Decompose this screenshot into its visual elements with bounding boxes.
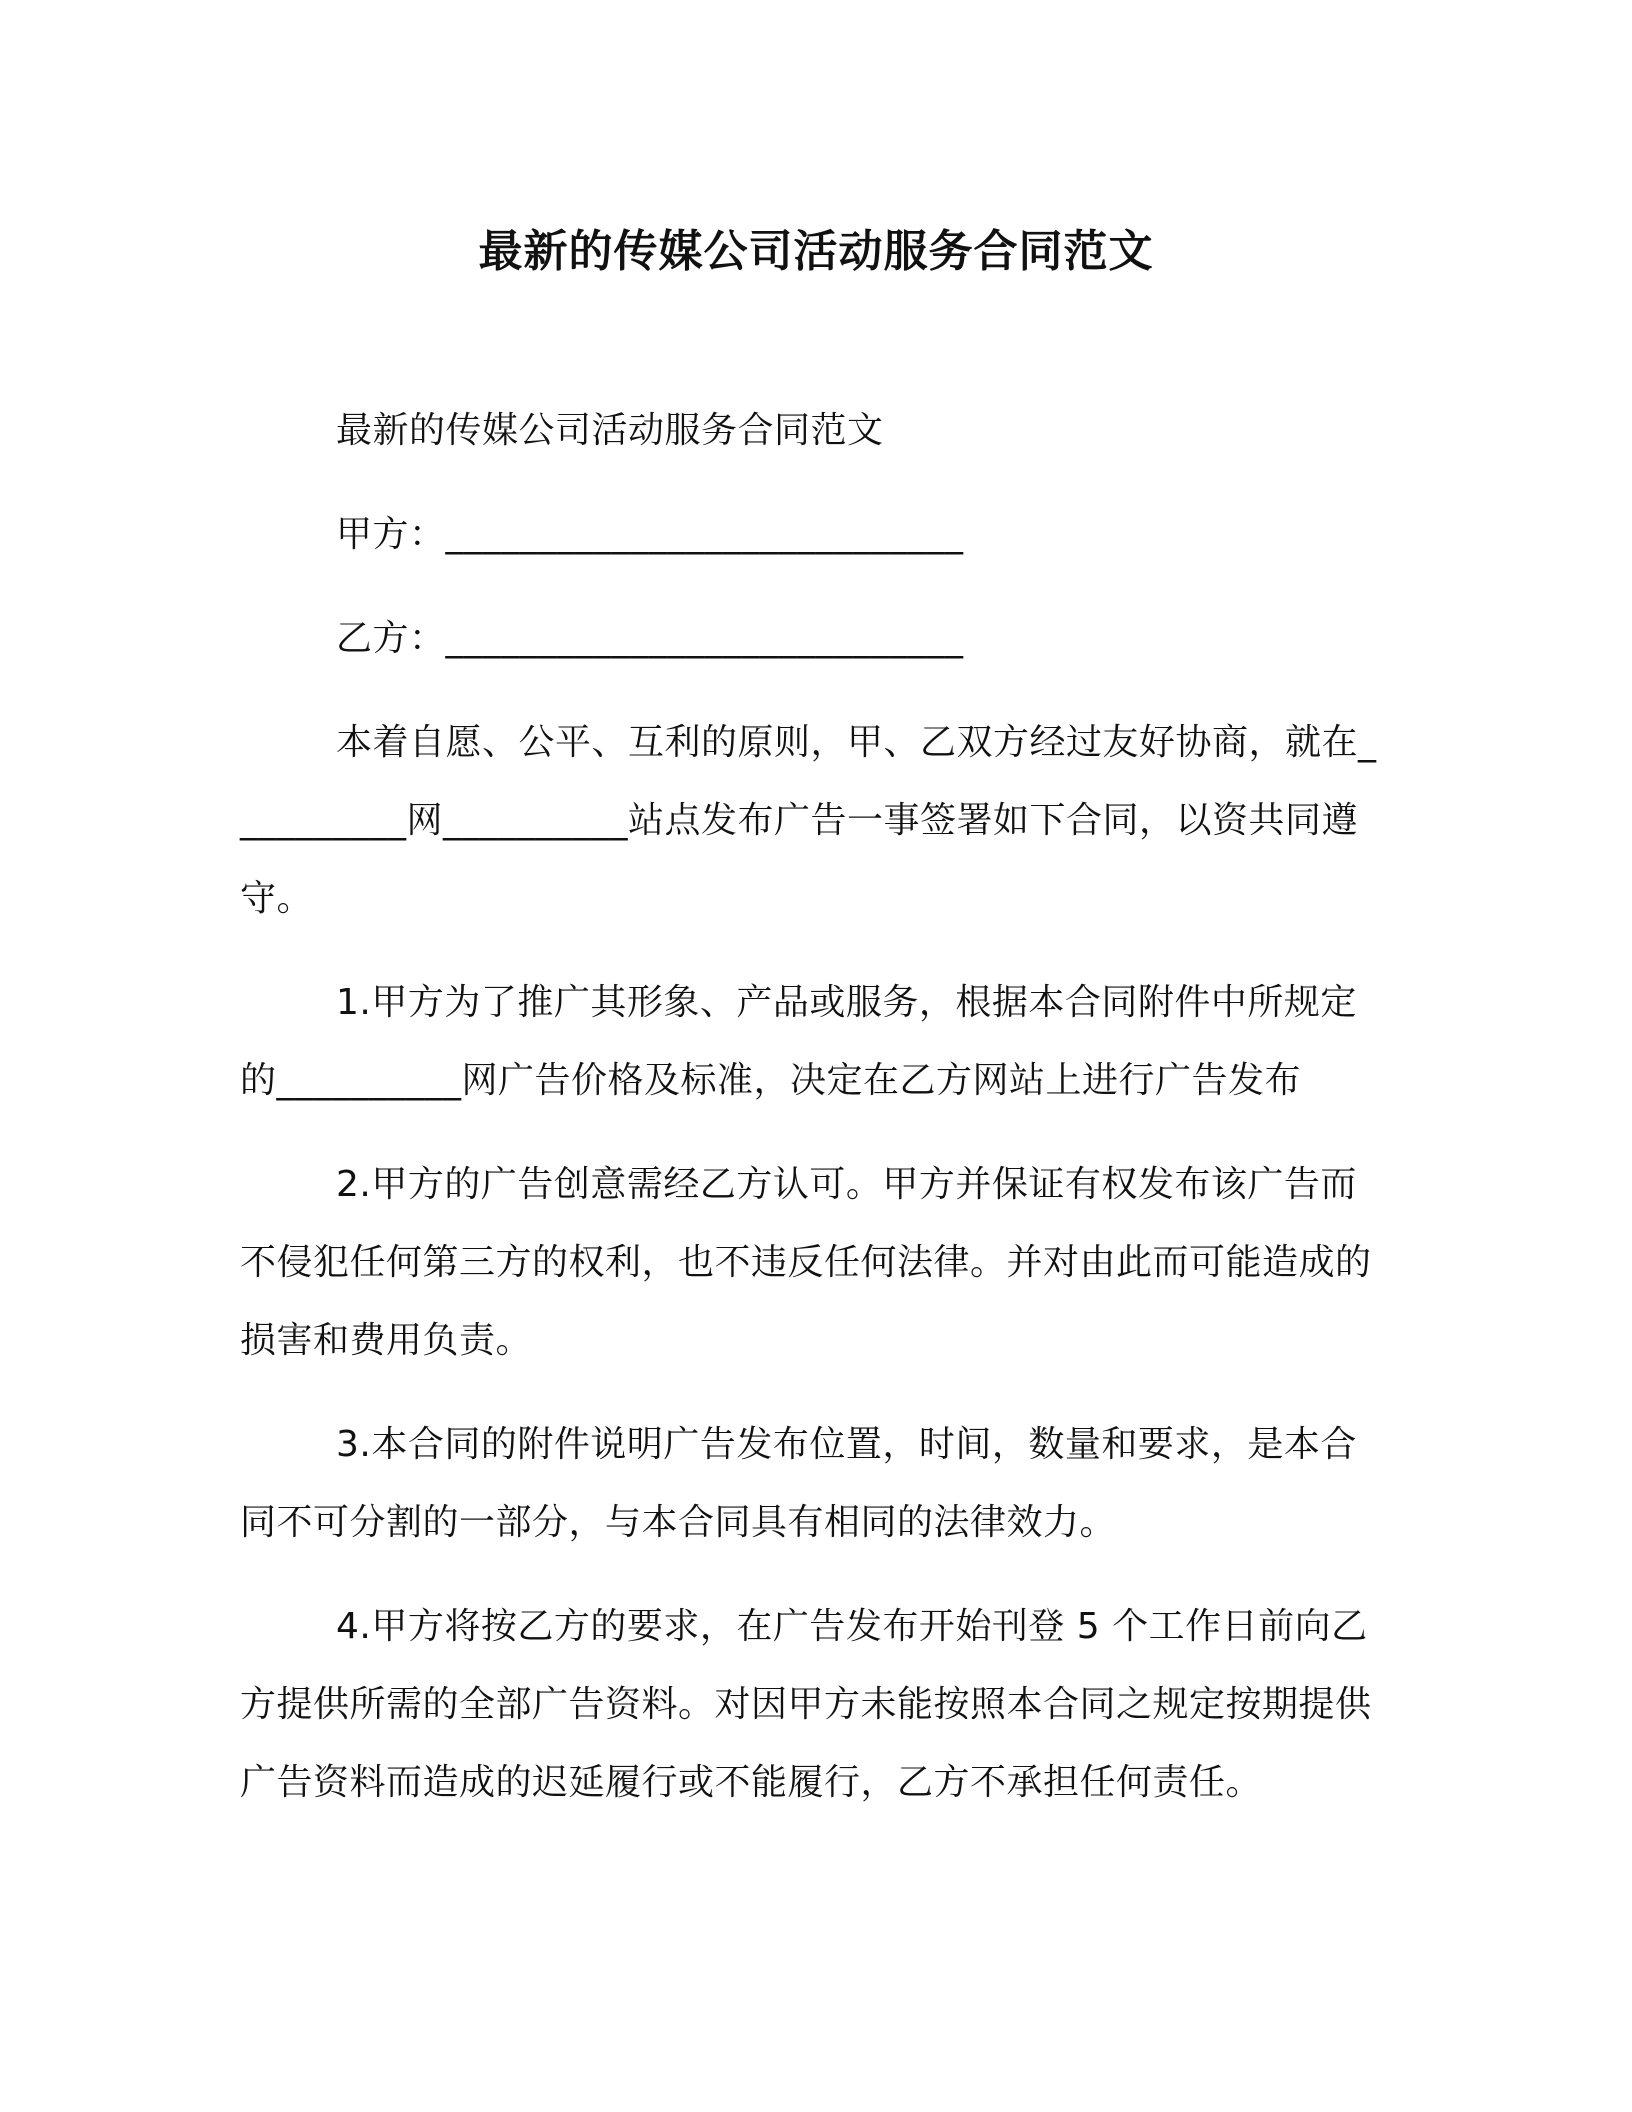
document-body bbox=[240, 392, 1380, 1848]
preamble-paragraph: 本着自愿、公平、互利的原则，甲、乙双方经过友好协商，就在__________网__________站点发布广告一事签署如下合同，以资共同遵守。 bbox=[240, 722, 1377, 919]
clause-1: 1.甲方为了推广其形象、产品或服务，根据本合同附件中所规定的__________网广告价格及标准，决定在乙方网站上进行广告发布 bbox=[240, 982, 1357, 1101]
party-a-line: 甲方：____________________________ bbox=[336, 514, 964, 555]
document-subtitle: 最新的传媒公司活动服务合同范文 bbox=[336, 410, 884, 451]
document-title: 最新的传媒公司活动服务合同范文 bbox=[478, 226, 1154, 277]
party-b-line: 乙方：____________________________ bbox=[336, 618, 964, 659]
clause-3: 3.本合同的附件说明广告发布位置，时间，数量和要求，是本合同不可分割的一部分，与本合同具有相同的法律效力。 bbox=[240, 1424, 1357, 1543]
clause-2: 2.甲方的广告创意需经乙方认可。甲方并保证有权发布该广告而不侵犯任何第三方的权利，也不违反任何法律。并对由此而可能造成的损害和费用负责。 bbox=[240, 1164, 1372, 1361]
clause-4: 4.甲方将按乙方的要求，在广告发布开始刊登 5 个工作日前向乙方提供所需的全部广告资料。对因甲方未能按照本合同之规定按期提供广告资料而造成的迟延履行或不能履行，乙方不承担任何责任。 bbox=[240, 1606, 1372, 1803]
